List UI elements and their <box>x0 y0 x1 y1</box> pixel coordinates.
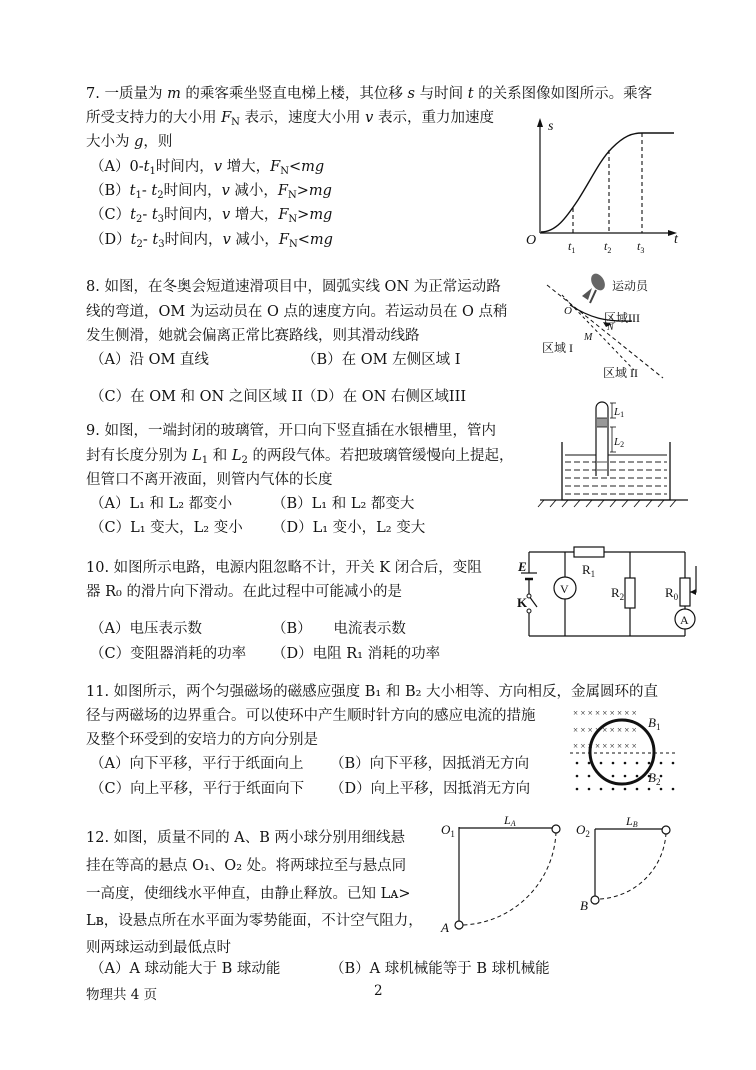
R1-label: $R_1$ <box>582 562 596 579</box>
ball-B-label: B <box>580 898 588 913</box>
q12-stem-line2: 挂在等高的悬点 O₁、O₂ 处。将两球拉至与悬点同 <box>86 858 407 874</box>
q9-option-c: （C）L₁ 变大，L₂ 变小 <box>90 520 243 536</box>
L1-label: L1 <box>614 406 625 419</box>
footer-page-count: 物理共 4 页 <box>86 987 158 1003</box>
q7-stem-line2: 所受支持力的大小用 $F_N$ 表示，速度大小用 v 表示，重力加速度 <box>86 110 494 128</box>
O1-label: $O_1$ <box>441 822 455 839</box>
q11-stem-line3: 及整个环受到的安培力的方向分别是 <box>86 732 318 748</box>
q11-option-b: （B）向下平移，因抵消无方向 <box>330 756 530 772</box>
footer-page-number: 2 <box>374 983 383 999</box>
q12-option-b: （B）A 球机械能等于 B 球机械能 <box>330 961 550 977</box>
R2-label: $R_2$ <box>611 585 625 602</box>
q9-option-d: （D）L₁ 变小，L₂ 变大 <box>272 520 426 536</box>
q8-option-c: （C）在 OM 和 ON 之间区域 II <box>90 389 303 405</box>
point-N-label: N <box>607 322 614 333</box>
q12-stem-line4: Lʙ，设悬点所在水平面为零势能面，不计空气阻力， <box>86 913 423 929</box>
switch-label: K <box>517 595 528 610</box>
graph-origin-label: O <box>526 233 537 248</box>
q10-stem-line1: 10. 如图所示电路，电源内阻忽略不计，开关 K 闭合后，变阻 <box>86 560 482 576</box>
LA-label: LA <box>504 813 516 828</box>
q11-option-a: （A）向下平移，平行于纸面向上 <box>90 756 304 772</box>
q11-stem-line2: 径与两磁场的边界重合。可以使环中产生顺时针方向的感应电流的措施 <box>86 708 536 724</box>
L2-label: L2 <box>614 436 625 449</box>
graph-t-label: t <box>674 232 678 247</box>
q12-stem-line3: 一高度，使细线水平伸直，由静止释放。已知 Lᴀ> <box>86 886 411 902</box>
emf-label: E <box>518 559 527 574</box>
B2-label: $B_2$ <box>648 770 661 787</box>
region-3-label: 区域III <box>604 311 640 325</box>
q11-option-d: （D）向上平移，因抵消无方向 <box>330 781 531 797</box>
q9-stem-line2: 封有长度分别为 $L_1$ 和 $L_2$ 的两段气体。若把玻璃管缓慢向上提起， <box>86 448 514 466</box>
svg-text:× × × × × × × × ×: × × × × × × × × × <box>573 708 637 718</box>
q12-stem-line5: 则两球运动到最低点时 <box>86 940 231 956</box>
O2-label: $O_2$ <box>576 822 590 839</box>
region-2-label: 区域 II <box>603 366 638 380</box>
graph-t2-label: $t_2$ <box>604 239 612 255</box>
q8-stem-line3: 发生侧滑，她就会偏离正常比赛路线，则其滑动线路 <box>86 328 420 344</box>
q10-option-c: （C）变阻器消耗的功率 <box>90 646 247 662</box>
q12-option-a: （A）A 球动能大于 B 球动能 <box>90 961 281 977</box>
point-O-label: O <box>564 305 572 317</box>
q7-option-c: $(C)t_2-$ $t_3$时间内，v 增大，$F_N>mg$ <box>90 207 333 225</box>
q8-option-d: （D）在 ON 右侧区域III <box>302 389 467 405</box>
q8-stem-line2: 线的弯道，OM 为运动员在 O 点的速度方向。若运动员在 O 点稍 <box>86 304 508 320</box>
q10-option-a: （A）电压表示数 <box>90 621 202 637</box>
svg-text:× × × × × × × × ×: × × × × × × × × × <box>573 725 637 735</box>
q9-option-b: （B）L₁ 和 L₂ 都变大 <box>272 496 415 512</box>
q8-option-b: （B）在 OM 左侧区域 I <box>302 352 461 368</box>
LB-label: LB <box>626 814 638 829</box>
q9-stem-line1: 9. 如图，一端封闭的玻璃管，开口向下竖直插在水银槽里，管内 <box>86 423 496 439</box>
region-1-label: 区域 I <box>542 341 573 355</box>
q7-stem-line3: 大小为 g，则 <box>86 134 173 150</box>
q8-option-a: （A）沿 OM 直线 <box>90 352 209 368</box>
q8-stem-line1: 8. 如图，在冬奥会短道速滑项目中，圆弧实线 ON 为正常运动路 <box>86 279 501 295</box>
q7-stem-line1: 7. 一质量为 m 的乘客乘坐竖直电梯上楼，其位移 s 与时间 t 的关系图像如图所示。乘客 <box>86 86 653 102</box>
q10-option-b: （B） 电流表示数 <box>272 621 406 637</box>
graph-s-label: s <box>548 119 554 134</box>
q9-option-a: （A）L₁ 和 L₂ 都变小 <box>90 496 233 512</box>
q7-option-a: $(A)0-t_1$时间内，v 增大，$F_N<mg$ <box>90 159 325 177</box>
q7-option-b: $(B)t_1-$ $t_2$时间内，v 减小，$F_N>mg$ <box>90 183 332 201</box>
q9-stem-line3: 但管口不离开液面，则管内气体的长度 <box>86 472 333 488</box>
ammeter-label: A <box>680 613 689 627</box>
ball-A-label: A <box>441 920 449 935</box>
B1-label: $B_1$ <box>648 715 661 732</box>
q7-option-d: $(D)t_2-$ $t_3$时间内，v 减小，$F_N<mg$ <box>90 232 333 250</box>
point-M-label: M <box>584 332 593 343</box>
svg-text:× × × × × × × × ×: × × × × × × × × × <box>573 741 637 751</box>
q11-option-c: （C）向上平移，平行于纸面向下 <box>90 781 305 797</box>
q12-stem-line1: 12. 如图，质量不同的 A、B 两小球分别用细线悬 <box>86 830 406 846</box>
athlete-label: 运动员 <box>612 279 649 293</box>
q10-stem-line2: 器 R₀ 的滑片向下滑动。在此过程中可能减小的是 <box>86 584 402 600</box>
q11-stem-line1: 11. 如图所示，两个匀强磁场的磁感应强度 B₁ 和 B₂ 大小相等、方向相反，金属圆环的直 <box>86 684 659 700</box>
q10-option-d: （D）电阻 R₁ 消耗的功率 <box>272 646 441 662</box>
R0-label: $R_0$ <box>665 585 679 602</box>
graph-t1-label: $t_1$ <box>568 239 576 255</box>
graph-t3-label: $t_3$ <box>637 239 645 255</box>
voltmeter-label: V <box>560 582 569 596</box>
